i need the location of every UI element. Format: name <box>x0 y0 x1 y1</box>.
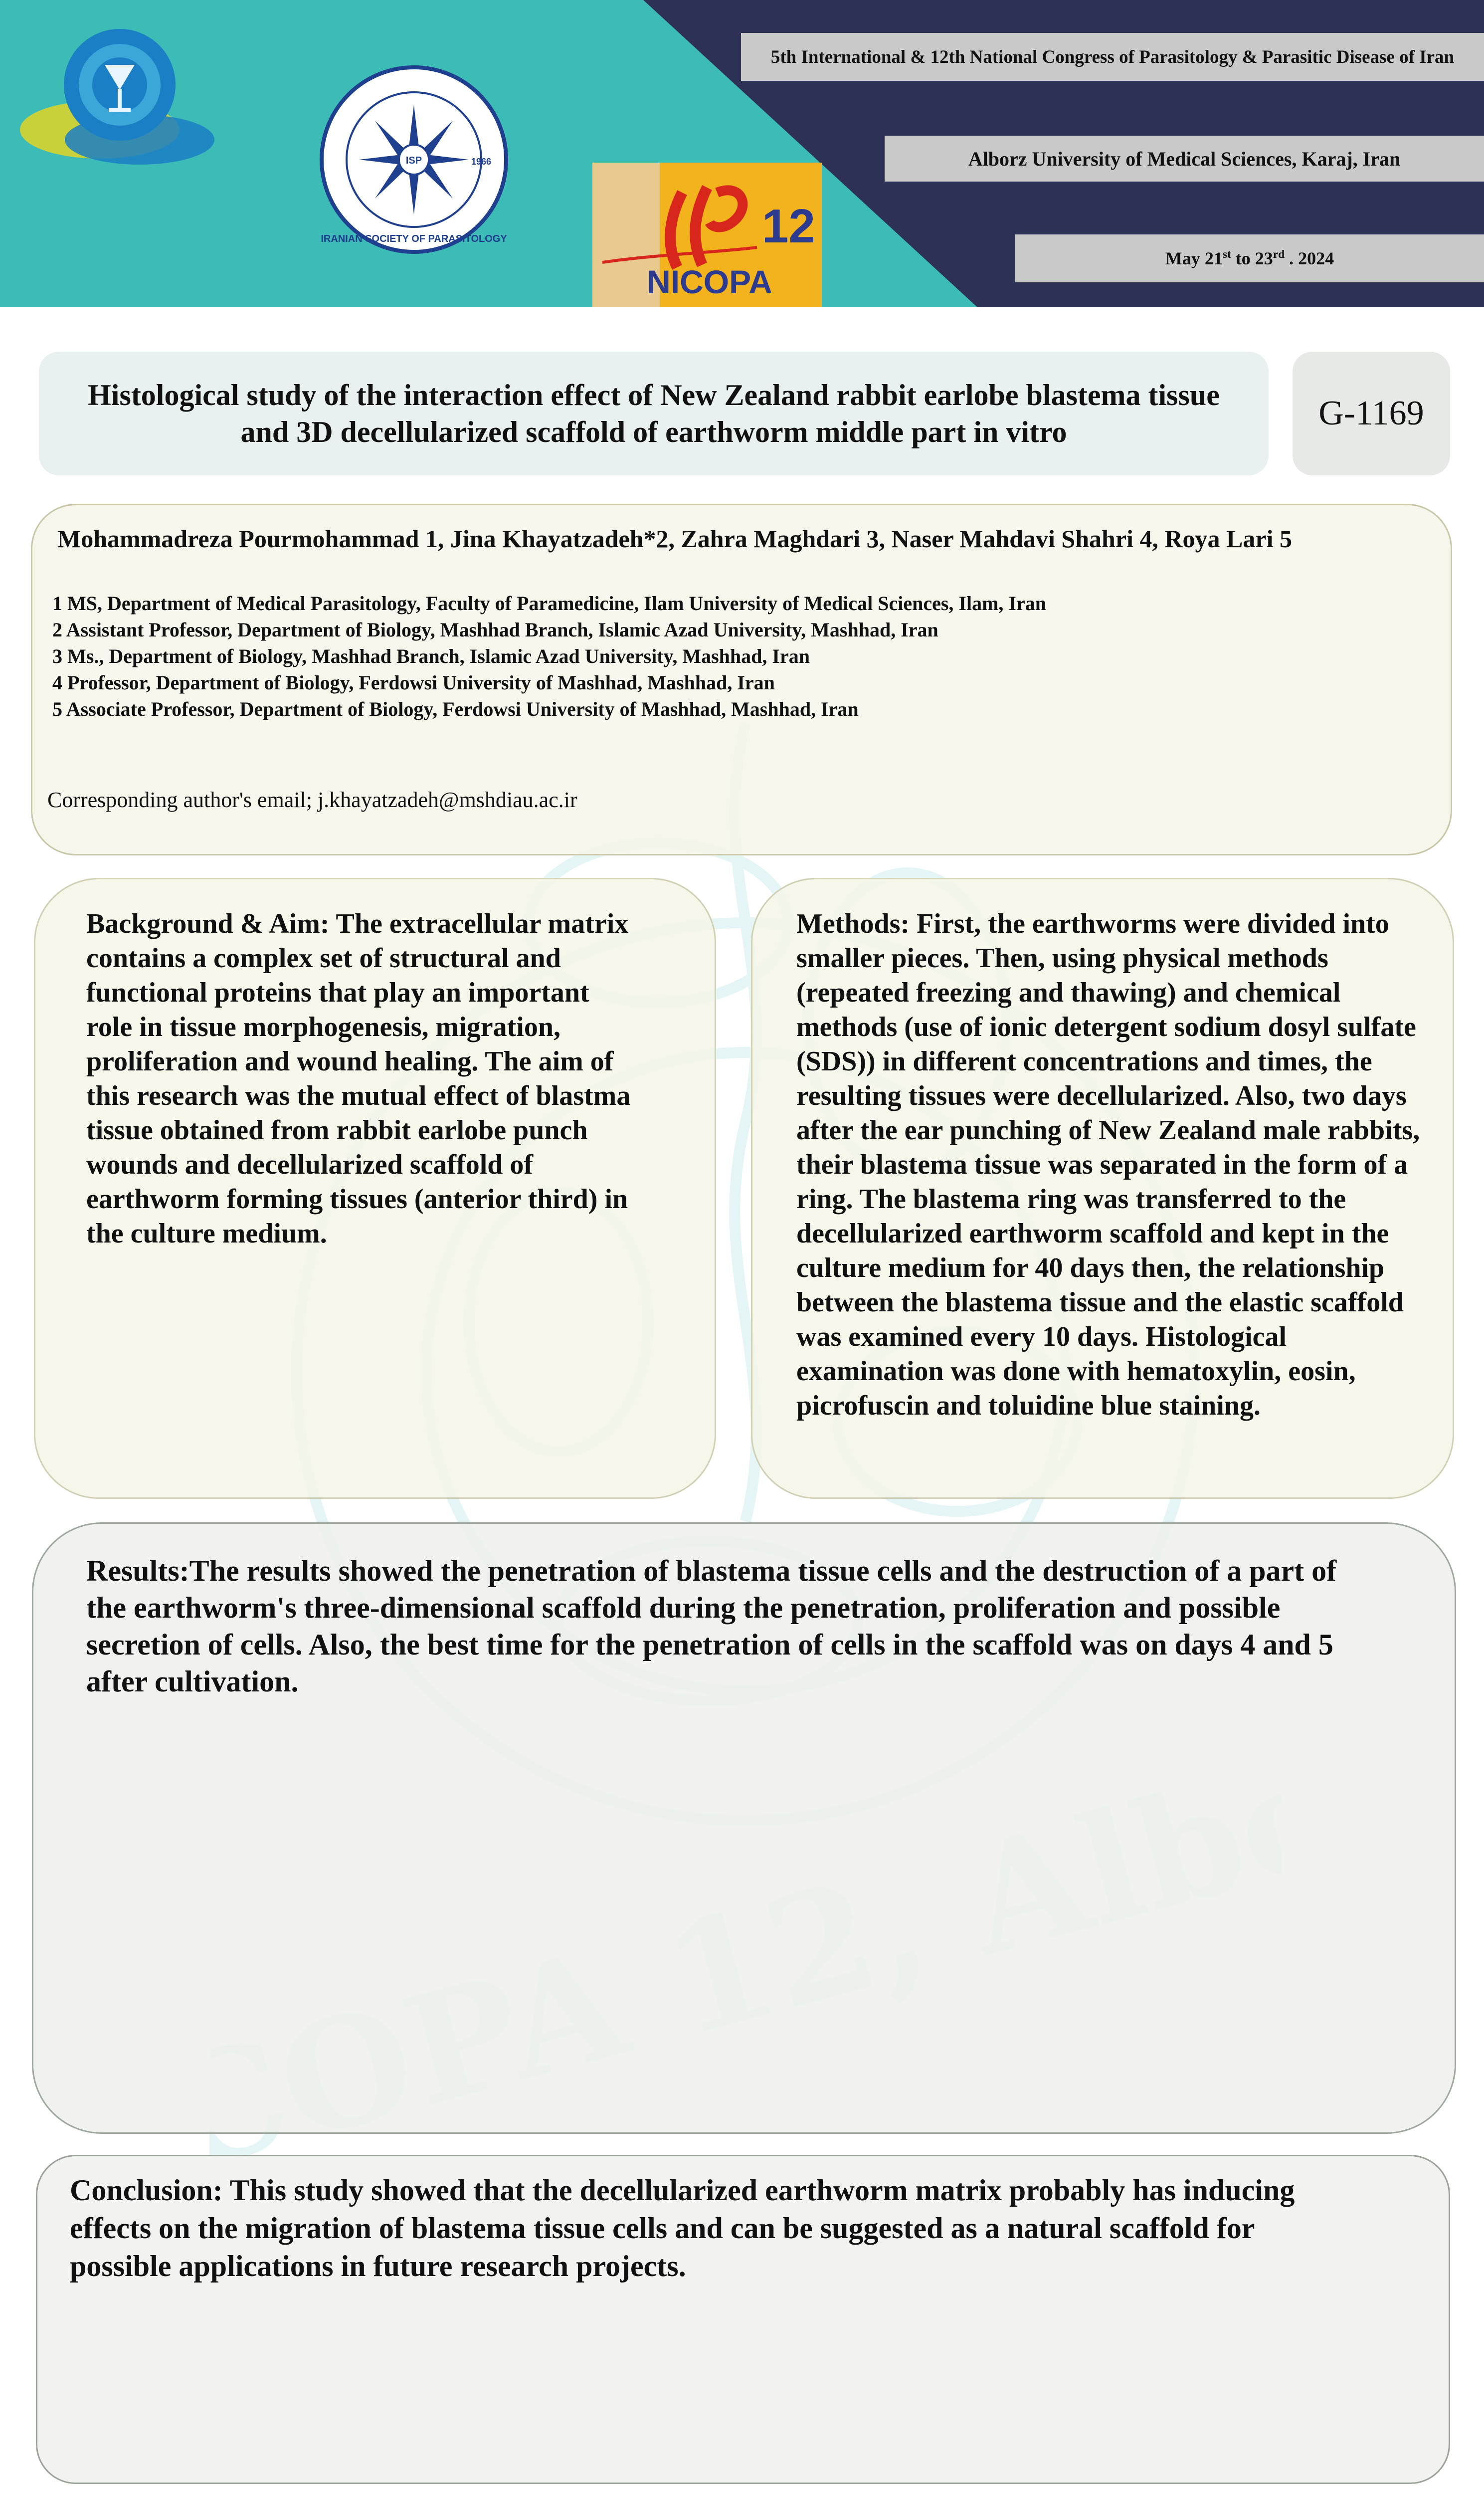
nicopa-logo-mark <box>592 163 822 307</box>
affiliations-list <box>52 590 1046 722</box>
congress-banner <box>741 33 1484 81</box>
title-box <box>39 352 1269 475</box>
header-band <box>0 0 1484 307</box>
congress-logo <box>20 15 229 185</box>
results-section <box>32 1522 1456 2134</box>
affiliation-2: 2 Assistant Professor, Department of Biology, Mashhad Branch, Islamic Azad University, Mashhad, Iran <box>52 619 938 641</box>
nicopa-logo-number: 12 <box>762 200 815 253</box>
society-seal-logo <box>314 65 514 254</box>
background-text: Background & Aim: The extracellular matrix contains a complex set of structural and functional proteins that play an important role in tissue morphogenesis, migration, proliferation and wound healing. The aim of this research was the mutual effect of blastma tissue obtained from rabbit earlobe punch wounds and decellularized scaffold of earthworm forming tissues (anterior third) in the culture medium. <box>86 908 631 1249</box>
methods-section <box>751 878 1454 1499</box>
author-names: Mohammadreza Pourmohammad 1, Jina Khayatzadeh*2, Zahra Maghdari 3, Naser Mahdavi Shahri 4, Roya Lari 5 <box>57 525 1292 553</box>
nicopa-logo <box>592 163 822 307</box>
date-banner <box>1015 234 1484 282</box>
methods-text: Methods: First, the earthworms were divided into smaller pieces. Then, using physical methods (repeated freezing and thawing) and chemical methods (use of ionic detergent sodium dosyl sulfate (SDS)) in different concentrations and times, the resulting tissues were decellularized. Also, two days after the ear punching of New Zealand male rabbits, their blastema tissue was separated in the form of a ring. The blastema ring was transferred to the decellularized earthworm scaffold and kept in the culture medium for 40 days then, the relationship between the blastema tissue and the elastic scaffold was examined every 10 days. Histological examination was done with hematoxylin, eosin, picrofuscin and toluidine blue staining. <box>796 908 1420 1421</box>
date-text: May 21st to 23rd . 2024 <box>1165 248 1334 268</box>
title-line-2: and 3D decellularized scaffold of earthworm middle part in vitro <box>240 416 1067 448</box>
affiliation-3: 3 Ms., Department of Biology, Mashhad Branch, Islamic Azad University, Mashhad, Iran <box>52 645 810 667</box>
university-banner <box>885 136 1484 182</box>
society-seal-center: ISP <box>405 155 422 166</box>
poster-code: G-1169 <box>1318 394 1424 432</box>
conclusion-section <box>36 2155 1450 2484</box>
background-section <box>34 878 716 1499</box>
university-banner-text: Alborz University of Medical Sciences, Karaj, Iran <box>968 147 1401 170</box>
society-seal-text: IRANIAN SOCIETY OF PARASITOLOGY <box>321 233 507 244</box>
poster-code-box <box>1293 352 1450 475</box>
affiliation-1: 1 MS, Department of Medical Parasitology, Faculty of Paramedicine, Ilam University of Medical Sciences, Ilam, Iran <box>52 592 1046 615</box>
title-line-1: Histological study of the interaction effect of New Zealand rabbit earlobe blastema tissue <box>88 379 1220 412</box>
corresponding-email: Corresponding author's email; j.khayatzadeh@mshdiau.ac.ir <box>47 788 577 812</box>
conclusion-text: Conclusion: This study showed that the decellularized earthworm matrix probably has inducing effects on the migration of blastema tissue cells and can be suggested as a natural scaffold for possible applications in future research projects. <box>70 2174 1295 2283</box>
affiliation-4: 4 Professor, Department of Biology, Ferdowsi University of Mashhad, Mashhad, Iran <box>52 671 775 694</box>
affiliation-5: 5 Associate Professor, Department of Biology, Ferdowsi University of Mashhad, Mashhad, Iran <box>52 698 859 720</box>
poster-title <box>88 377 1220 450</box>
nicopa-logo-text: NICOPA <box>647 263 772 300</box>
authors-box <box>31 504 1452 855</box>
society-seal-year: 1966 <box>471 157 492 167</box>
results-text: Results:The results showed the penetration of blastema tissue cells and the destruction of a part of the earthworm's three-dimensional scaffold during the penetration, proliferation and possible secretion of cells. Also, the best time for the penetration of cells in the scaffold was on days 4 and 5 after cultivation. <box>86 1554 1337 1698</box>
congress-banner-text: 5th International & 12th National Congress of Parasitology & Parasitic Disease of Iran <box>770 46 1455 67</box>
